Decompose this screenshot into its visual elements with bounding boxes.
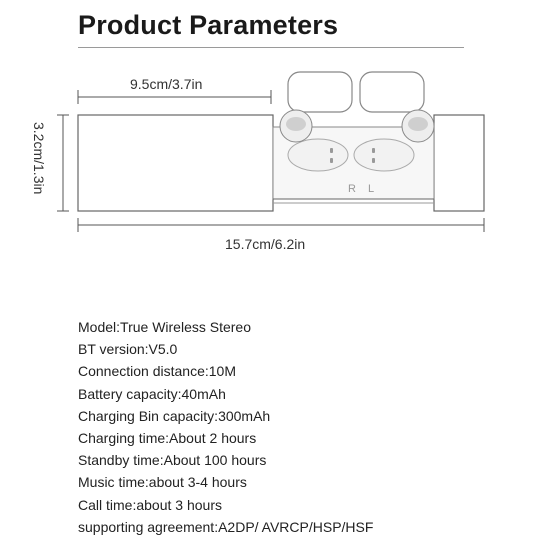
spec-row: [78, 427, 373, 449]
spec-label: Charging Bin capacity:: [78, 407, 219, 424]
spec-value: About 100 hours: [163, 452, 267, 469]
title-divider: [78, 47, 464, 48]
spec-value: 10M: [208, 363, 236, 380]
width-dimension-line: [78, 90, 271, 104]
spec-label: Model:: [78, 319, 121, 335]
total-length-dimension-line: [78, 218, 484, 232]
spec-value: 300mAh: [218, 407, 271, 424]
spec-label: Battery capacity:: [78, 385, 182, 402]
spec-row: [78, 471, 373, 493]
spec-value: about 3 hours: [136, 496, 222, 513]
spec-row: [78, 516, 373, 538]
spec-label: supporting agreement:: [78, 518, 219, 535]
case-sleeve: [78, 115, 273, 211]
width-dimension-label: 9.5cm/3.7in: [130, 76, 203, 92]
spec-row: [78, 494, 373, 516]
spec-label: Standby time:: [78, 452, 164, 469]
spec-list: [78, 316, 373, 538]
spec-label: Connection distance:: [78, 363, 209, 380]
page-title: Product Parameters: [78, 10, 339, 40]
spec-label: Music time:: [78, 474, 149, 491]
spec-value: About 2 hours: [169, 430, 257, 447]
total-length-dimension-label: 15.7cm/6.2in: [225, 236, 306, 252]
right-earbud-slot: [288, 139, 348, 171]
spec-label: Call time:: [78, 496, 137, 513]
spec-value: about 3-4 hours: [148, 474, 247, 491]
spec-row: [78, 360, 373, 382]
spec-row: [78, 338, 373, 360]
height-dimension-line: [57, 115, 69, 211]
right-marking: R: [348, 183, 356, 195]
spec-row: [78, 383, 373, 405]
spec-row: [78, 405, 373, 427]
spec-label: Charging time:: [78, 430, 170, 447]
height-dimension-label: 3.2cm/1.3in: [31, 122, 47, 195]
left-earbud-slot: [354, 139, 414, 171]
case-end-cap: [434, 115, 484, 211]
spec-value: V5.0: [148, 341, 178, 358]
spec-row: [78, 449, 373, 471]
spec-label: BT version:: [78, 341, 149, 358]
spec-value: 40mAh: [181, 385, 226, 402]
spec-value: True Wireless Stereo: [120, 319, 251, 335]
left-marking: L: [368, 183, 375, 195]
spec-row: [78, 316, 373, 338]
spec-value: A2DP/ AVRCP/HSP/HSF: [218, 518, 374, 535]
product-illustration: [0, 60, 550, 240]
